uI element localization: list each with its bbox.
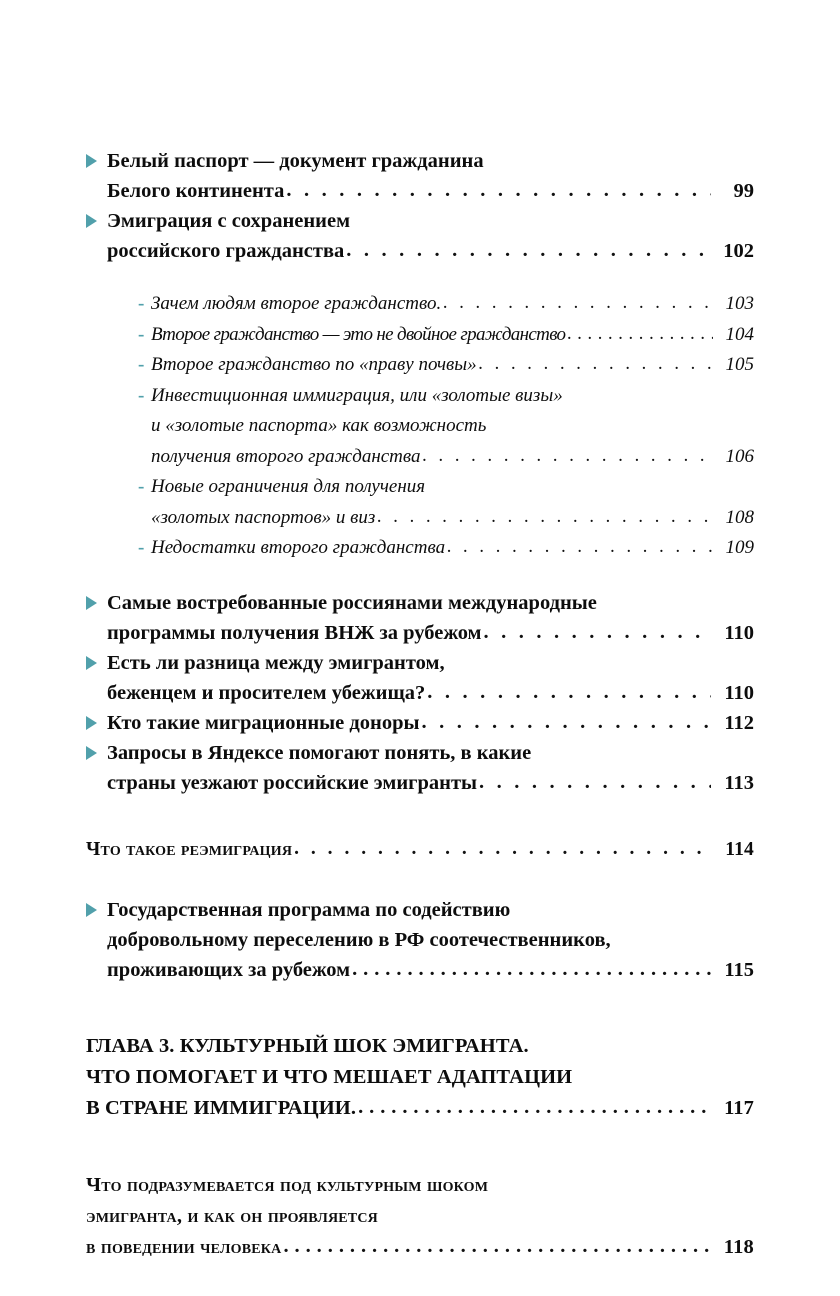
dot-leader: [443, 288, 713, 319]
toc-subentry-title: получения второго гражданства: [151, 445, 421, 467]
toc-chapter-title-line: ГЛАВА 3. КУЛЬТУРНЫЙ ШОК ЭМИГРАНТА.: [86, 1034, 529, 1057]
toc-entry-emigration-keeping-citizenship[interactable]: [86, 206, 754, 266]
dot-leader: [427, 676, 711, 706]
toc-page-number: 113: [724, 771, 754, 794]
toc-page-number: 103: [725, 293, 754, 314]
toc-entry-title-line: Самые востребованные россиянами международные: [107, 591, 597, 614]
dot-leader: [479, 766, 711, 796]
toc-subentry-disadvantages[interactable]: [138, 533, 754, 564]
toc-entry-title-line: добровольному переселению в РФ соотечественников,: [107, 928, 611, 951]
toc-heading-title-line: Что подразумевается под культурным шоком: [86, 1173, 489, 1196]
toc-entry-white-passport[interactable]: [86, 146, 754, 206]
toc-subentries: [86, 289, 754, 564]
dash-marker-icon: -: [138, 323, 145, 345]
triangle-bullet-icon: [86, 716, 97, 730]
toc-entry-title-line: российского гражданства: [107, 240, 345, 262]
toc-entry-yandex-queries[interactable]: [86, 738, 754, 798]
toc-entry-emigrant-refugee-asylum[interactable]: [86, 648, 754, 708]
dot-leader: [422, 706, 712, 736]
dot-leader: [423, 440, 713, 471]
toc-entry-title-line: программы получения ВНЖ за рубежом: [107, 621, 482, 644]
dot-leader: [283, 1230, 711, 1261]
toc-subentry-title: Новые ограничения для получения: [151, 476, 426, 497]
toc-page-number: 99: [733, 180, 754, 202]
toc-entry-title-line: Эмиграция с сохранением: [107, 210, 351, 232]
toc-page-number: 118: [723, 1235, 754, 1258]
toc-page-number: 110: [724, 681, 754, 704]
dot-leader: [377, 501, 713, 532]
toc-heading-title-line: эмигранта, и как он проявляется: [86, 1204, 378, 1227]
triangle-bullet-icon: [86, 154, 97, 168]
dot-leader: [484, 616, 711, 646]
toc-chapter-title-line: ЧТО ПОМОГАЕТ И ЧТО МЕШАЕТ АДАПТАЦИИ: [86, 1065, 573, 1088]
toc-page-number: 109: [725, 537, 754, 558]
toc-entry-title-line: Есть ли разница между эмигрантом,: [107, 651, 445, 674]
dash-marker-icon: -: [138, 537, 145, 558]
dot-leader: [286, 175, 711, 205]
toc-entry-migration-donors[interactable]: [86, 708, 754, 738]
toc-page-number: 108: [725, 506, 754, 528]
toc-page-number: 110: [724, 621, 754, 644]
toc-chapter-title-line: В СТРАНЕ ИММИГРАЦИИ.: [86, 1096, 357, 1119]
dot-leader: [358, 1091, 711, 1122]
toc-subentry-title: Недостатки второго гражданства: [151, 537, 446, 558]
toc-subentry-new-restrictions[interactable]: [138, 472, 754, 533]
toc-entry-title-line: Кто такие миграционные доноры: [107, 711, 420, 734]
toc-page-number: 114: [725, 838, 754, 860]
spacer: [86, 985, 754, 1031]
toc-subentry-title: «золотых паспортов» и виз: [151, 506, 376, 528]
spacer: [86, 798, 754, 835]
toc-entry-popular-residence-programs[interactable]: [86, 588, 754, 648]
dash-marker-icon: -: [138, 384, 145, 406]
toc-entry-title-line: проживающих за рубежом: [107, 958, 351, 981]
toc-entry-title-line: беженцем и просителем убежища?: [107, 681, 426, 704]
triangle-bullet-icon: [86, 214, 97, 228]
toc-subentry-title: Инвестиционная иммиграция, или «золотые визы»: [151, 384, 563, 406]
toc-list: [86, 146, 754, 1263]
toc-page-number: 102: [723, 240, 754, 262]
toc-subentry-title: Второе гражданство по «праву почвы»: [151, 354, 477, 375]
dot-leader: [447, 532, 713, 563]
dash-marker-icon: -: [138, 476, 145, 497]
toc-subentry-title: Второе гражданство — это не двойное гражданство: [151, 323, 566, 345]
toc-heading-culture-shock[interactable]: [86, 1170, 754, 1263]
toc-heading-title: Что такое реэмиграция: [86, 838, 293, 860]
dot-leader: [294, 833, 711, 863]
toc-subentry-second-not-dual[interactable]: [138, 320, 754, 351]
spacer: [86, 1124, 754, 1170]
dot-leader: [352, 953, 711, 983]
toc-entry-title-line: Запросы в Яндексе помогают понять, в какие: [107, 741, 532, 764]
toc-entry-title-line: Государственная программа по содействию: [107, 898, 511, 921]
toc-entry-title-line: Белый паспорт — документ гражданина: [107, 150, 484, 172]
dot-leader: [479, 349, 713, 380]
toc-chapter-3-heading[interactable]: [86, 1031, 754, 1124]
triangle-bullet-icon: [86, 746, 97, 760]
toc-page-number: 117: [724, 1096, 754, 1119]
dash-marker-icon: -: [138, 354, 145, 375]
toc-page-number: 115: [724, 958, 754, 981]
toc-entry-state-resettlement-program[interactable]: [86, 895, 754, 985]
dash-marker-icon: -: [138, 293, 145, 314]
toc-subentry-title: и «золотые паспорта» как возможность: [151, 415, 487, 436]
toc-subentry-jus-soli[interactable]: [138, 350, 754, 381]
triangle-bullet-icon: [86, 903, 97, 917]
toc-heading-what-is-reemigration[interactable]: [86, 835, 754, 865]
toc-page-number: 106: [725, 445, 754, 467]
toc-page-number: 112: [724, 711, 754, 734]
toc-entry-title-line: страны уезжают российские эмигранты: [107, 771, 478, 794]
toc-subentry-why-second-citizenship[interactable]: [138, 289, 754, 320]
triangle-bullet-icon: [86, 656, 97, 670]
dot-leader: [567, 318, 713, 349]
toc-page-number: 105: [725, 354, 754, 375]
toc-subentry-title: Зачем людям второе гражданство.: [151, 293, 442, 314]
triangle-bullet-icon: [86, 596, 97, 610]
spacer: [86, 865, 754, 895]
toc-subentry-investment-immigration[interactable]: [138, 381, 754, 473]
toc-heading-title-line: в поведении человека: [86, 1235, 282, 1258]
dot-leader: [346, 235, 711, 265]
toc-page-number: 104: [725, 323, 754, 345]
toc-entry-title-line: Белого континента: [107, 180, 285, 202]
